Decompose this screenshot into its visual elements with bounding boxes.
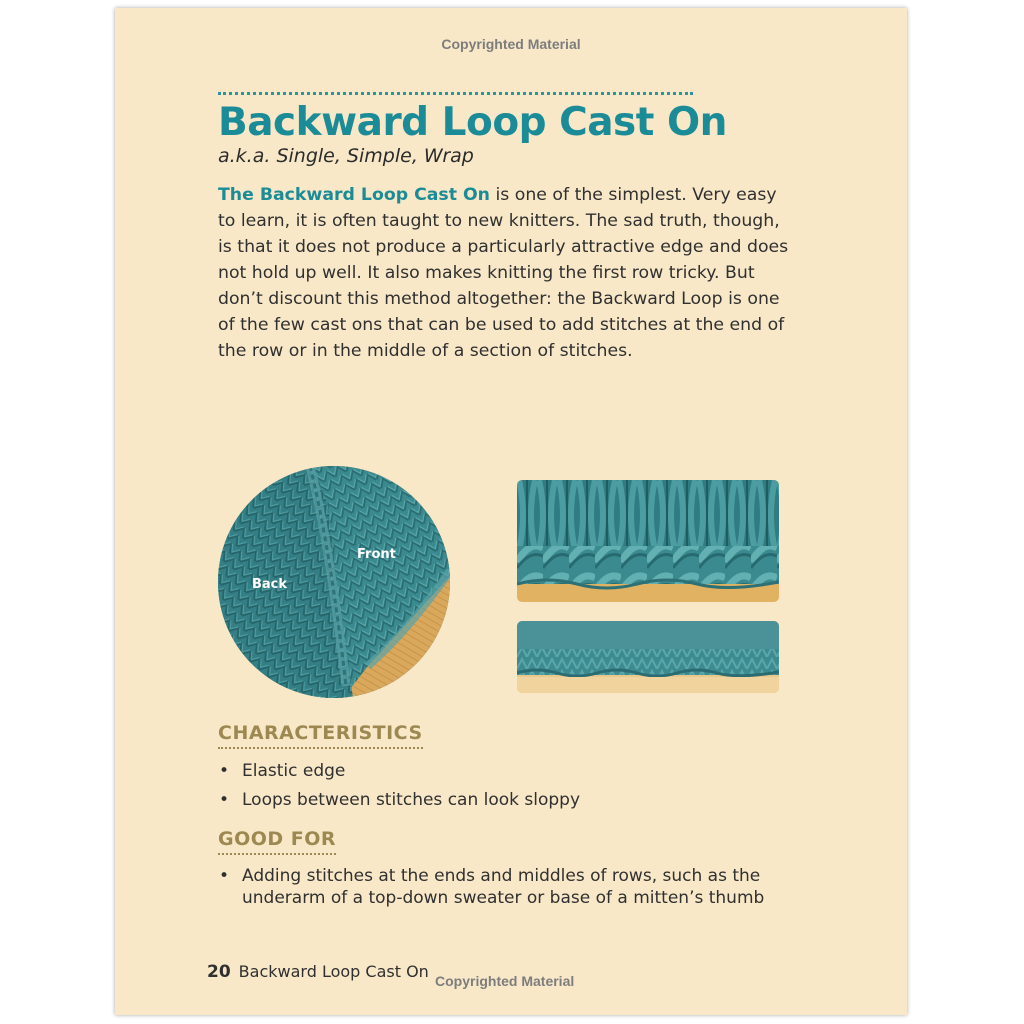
intro-paragraph xyxy=(218,182,793,364)
swatch-corner-photo xyxy=(218,466,450,698)
good-for-list xyxy=(218,865,798,916)
stitch-closeup-illustration xyxy=(517,480,779,602)
back-label: Back xyxy=(252,577,288,592)
list-item: • Loops between stitches can look sloppy xyxy=(218,789,798,811)
page-number: 20 xyxy=(207,962,231,982)
edge-closeup-photo-top xyxy=(517,480,779,602)
characteristics-list xyxy=(218,760,798,818)
intro-lead: The Backward Loop Cast On xyxy=(218,185,490,205)
front-label: Front xyxy=(357,547,396,562)
copyright-notice-top: Copyrighted Material xyxy=(441,36,581,52)
page-footer xyxy=(207,962,429,982)
page-title: Backward Loop Cast On xyxy=(218,100,727,145)
copyright-notice-bottom: Copyrighted Material xyxy=(435,973,575,989)
intro-text: is one of the simplest. Very easy to learn, it is often taught to new knitters. The sad truth, though, is that it does not produce a particularly attractive edge and does not hold up well. It also makes knitting the first row tricky. But don’t discount this method altogether: the Backward Loop is one of the few cast ons that can be used to add stitches at the end of the row or in the middle of a section of stitches. xyxy=(218,185,789,361)
edge-closeup-photo-bottom xyxy=(517,621,779,693)
list-item: • Adding stitches at the ends and middles of rows, such as the underarm of a top-down sweater or base of a mitten’s thumb xyxy=(218,865,798,909)
good-for-heading: GOOD FOR xyxy=(218,828,336,855)
aka-subtitle: a.k.a. Single, Simple, Wrap xyxy=(218,145,474,167)
list-item: • Elastic edge xyxy=(218,760,798,782)
footer-section-title: Backward Loop Cast On xyxy=(238,962,429,981)
characteristics-heading: CHARACTERISTICS xyxy=(218,722,423,749)
book-page xyxy=(115,8,907,1015)
edge-profile-illustration xyxy=(517,621,779,693)
title-dotted-rule xyxy=(218,92,693,95)
